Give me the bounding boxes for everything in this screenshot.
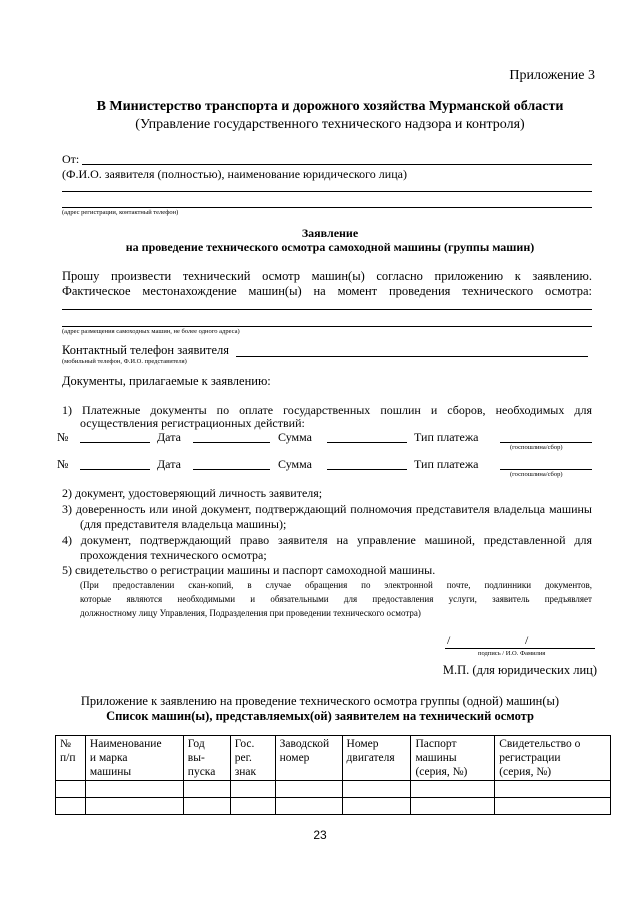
stamp-label: М.П. (для юридических лиц) xyxy=(442,663,597,677)
signature-field[interactable] xyxy=(445,648,595,649)
table-header-cell xyxy=(411,736,495,781)
table-header-line: рег. xyxy=(234,752,252,764)
table-cell[interactable] xyxy=(275,798,342,815)
payment-type-hint: (госпошлина/сбор) xyxy=(510,444,563,451)
table-header-line: и марка xyxy=(89,752,128,764)
doc-item-3: 3) доверенность или иной документ, подтверждающий полномочия представителя владельца машины xyxy=(62,502,592,516)
table-cell[interactable] xyxy=(85,798,183,815)
table-header-line: (серия, №) xyxy=(499,766,552,778)
payment-sum-field[interactable] xyxy=(327,442,407,443)
doc-item-4-cont: прохождения технического осмотра; xyxy=(80,548,267,562)
table-header-line: Гос. xyxy=(234,738,255,750)
table-header-line: знак xyxy=(234,766,257,778)
payment-date-label: Дата xyxy=(157,430,181,444)
table-cell[interactable] xyxy=(411,781,495,798)
document-subtitle: на проведение технического осмотра самоходной машины (группы машин) xyxy=(125,240,535,254)
location-text: Фактическое местонахождение машин(ы) на момент проведения технического осмотра: xyxy=(62,284,592,298)
from-name-field[interactable] xyxy=(82,164,592,165)
phone-label: Контактный телефон заявителя xyxy=(62,343,230,357)
table-header-line: регистрации xyxy=(499,752,561,764)
payment-number-label: № xyxy=(57,430,69,444)
annex-title: Приложение к заявлению на проведение технического осмотра группы (одной) машин(ы) xyxy=(80,694,560,708)
doc-item-1: 1) Платежные документы по оплате государственных пошлин и сборов, необходимых для xyxy=(62,403,592,417)
table-row xyxy=(56,781,611,798)
payment-type-field[interactable] xyxy=(500,442,592,443)
table-header-line: вы- xyxy=(187,752,205,764)
table-cell[interactable] xyxy=(183,781,230,798)
from-name-hint: (Ф.И.О. заявителя (полностью), наименование юридического лица) xyxy=(62,167,407,181)
payment-date-label: Дата xyxy=(157,457,181,471)
table-cell[interactable] xyxy=(230,798,275,815)
payment-number-field[interactable] xyxy=(80,469,150,470)
table-header-line: пуска xyxy=(187,766,216,778)
payment-date-field[interactable] xyxy=(193,442,270,443)
table-header-cell xyxy=(275,736,342,781)
table-header-cell xyxy=(85,736,183,781)
table-cell[interactable] xyxy=(411,798,495,815)
page-number: 23 xyxy=(313,828,327,842)
annex-subtitle: Список машин(ы), представляемых(ой) заявителем на технический осмотр xyxy=(106,709,534,723)
payment-number-label: № xyxy=(57,457,69,471)
from-address-hint: (адрес регистрации, контактный телефон) xyxy=(62,209,179,216)
location-field-2[interactable] xyxy=(62,326,592,327)
payment-sum-label: Сумма xyxy=(278,457,312,471)
table-header-line: номер xyxy=(279,752,310,764)
from-address-field[interactable] xyxy=(62,207,592,208)
payment-type-hint: (госпошлина/сбор) xyxy=(510,471,563,478)
phone-field[interactable] xyxy=(236,356,588,357)
doc-item-3-cont: (для представителя владельца машины); xyxy=(80,517,287,531)
table-cell[interactable] xyxy=(342,798,411,815)
table-header-cell xyxy=(342,736,411,781)
doc-item-4: 4) документ, подтверждающий право заявителя на управление машиной, представленной для xyxy=(62,533,592,547)
table-header-line: п/п xyxy=(60,752,76,764)
doc-note-1: (При предоставлении скан-копий, в случае обращения по электронной почте, подлинники документов, xyxy=(80,580,592,590)
table-header-line: машины xyxy=(89,766,132,778)
appendix-label: Приложение 3 xyxy=(509,68,595,83)
ministry-heading: В Министерство транспорта и дорожного хозяйства Мурманской области xyxy=(96,99,564,114)
table-header-line: Свидетельство о xyxy=(499,738,581,750)
payment-type-field[interactable] xyxy=(500,469,592,470)
payment-number-field[interactable] xyxy=(80,442,150,443)
table-cell[interactable] xyxy=(342,781,411,798)
payment-type-label: Тип платежа xyxy=(414,430,479,444)
table-cell[interactable] xyxy=(275,781,342,798)
table-cell[interactable] xyxy=(495,781,611,798)
doc-note-3: должностному лицу Управления, Подразделения при проведении технического осмотра) xyxy=(80,608,421,618)
table-cell[interactable] xyxy=(495,798,611,815)
table-cell[interactable] xyxy=(56,781,86,798)
table-cell[interactable] xyxy=(56,798,86,815)
doc-item-1-cont: осуществления регистрационных действий: xyxy=(80,416,305,430)
payment-date-field[interactable] xyxy=(193,469,270,470)
payment-sum-label: Сумма xyxy=(278,430,312,444)
from-label: От: xyxy=(62,152,80,166)
table-header-cell xyxy=(230,736,275,781)
table-cell[interactable] xyxy=(85,781,183,798)
signature-slash-2: / xyxy=(525,633,529,647)
doc-item-2: 2) документ, удостоверяющий личность заявителя; xyxy=(62,486,323,500)
table-header-line: двигателя xyxy=(346,752,395,764)
request-text: Прошу произвести технический осмотр машин(ы) согласно приложению к заявлению. xyxy=(62,269,592,283)
table-cell[interactable] xyxy=(230,781,275,798)
signature-slash-1: / xyxy=(447,633,451,647)
department-heading: (Управление государственного технического надзора и контроля) xyxy=(135,117,525,132)
table-row xyxy=(56,798,611,815)
from-extra-line[interactable] xyxy=(62,191,592,192)
table-header-line: Заводской xyxy=(279,738,330,750)
payment-type-label: Тип платежа xyxy=(414,457,479,471)
doc-note-2: которые являются необходимыми и обязательными для предоставления услуги, заявитель предъявляет xyxy=(80,594,592,604)
location-field[interactable] xyxy=(62,309,592,310)
document-title: Заявление xyxy=(301,226,359,240)
table-cell[interactable] xyxy=(183,798,230,815)
signature-hint: подпись / И.О. Фамилия xyxy=(478,650,546,657)
table-header-line: (серия, №) xyxy=(415,766,468,778)
doc-item-5: 5) свидетельство о регистрации машины и паспорт самоходной машины. xyxy=(62,563,436,577)
table-header-cell xyxy=(183,736,230,781)
location-hint: (адрес размещения самоходных машин, не более одного адреса) xyxy=(62,328,240,335)
phone-hint: (мобильный телефон, Ф.И.О. представителя) xyxy=(62,358,187,365)
payment-sum-field[interactable] xyxy=(327,469,407,470)
table-header-line: машины xyxy=(415,752,457,764)
documents-label: Документы, прилагаемые к заявлению: xyxy=(62,374,271,388)
table-header-cell xyxy=(56,736,86,781)
table-header-line: № xyxy=(60,738,71,750)
machines-table xyxy=(55,735,611,815)
table-header-row xyxy=(56,736,611,781)
table-header-line: Наименование xyxy=(89,738,162,750)
table-header-line: Год xyxy=(187,738,205,750)
table-header-cell xyxy=(495,736,611,781)
table-header-line: Паспорт xyxy=(415,738,457,750)
table-header-line: Номер xyxy=(346,738,379,750)
